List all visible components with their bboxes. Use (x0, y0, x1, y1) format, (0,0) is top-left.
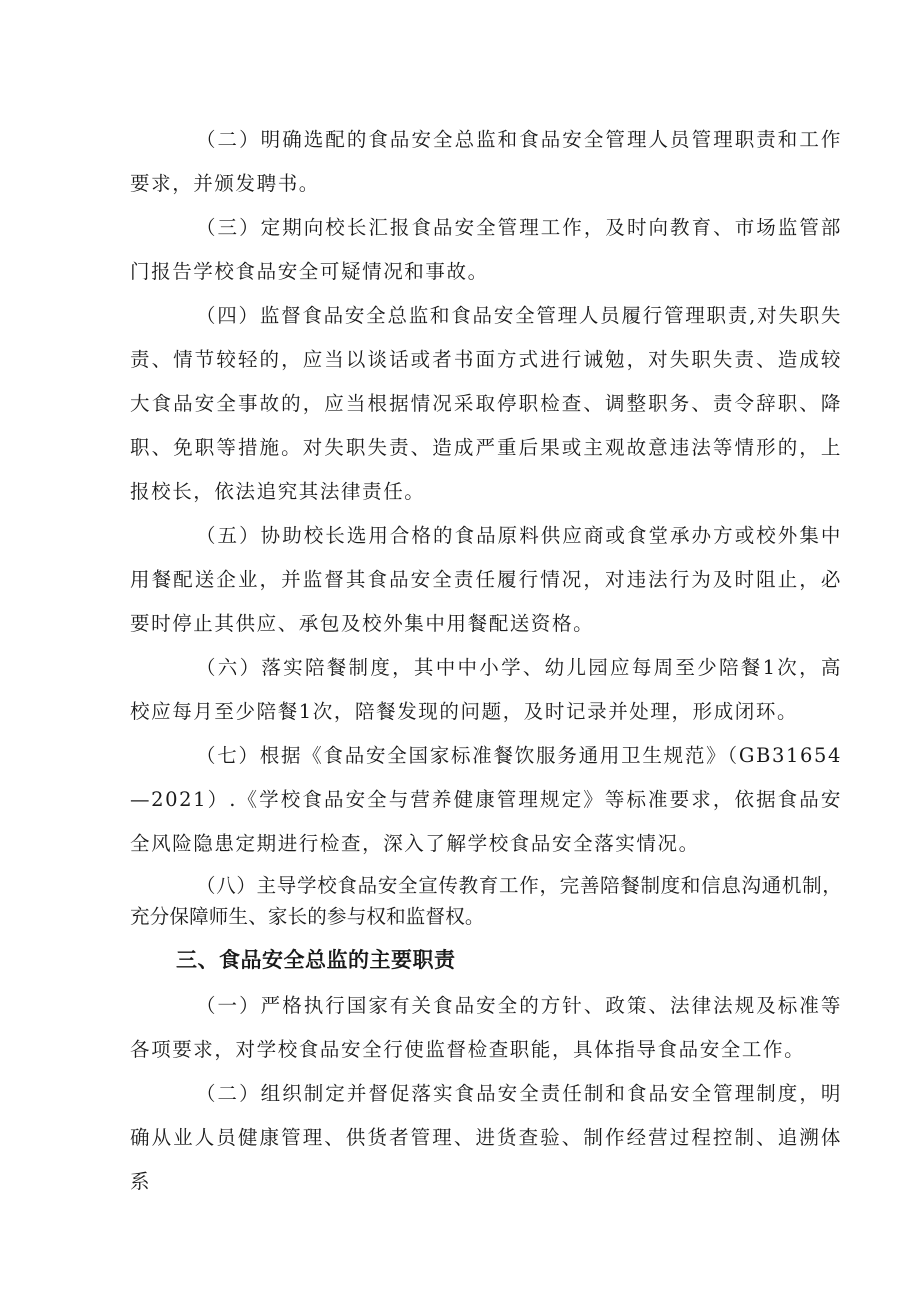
paragraph-7: （七）根据《食品安全国家标准餐饮服务通用卫生规范》（GB31654—2021）.《学校食品安全与营养健康管理规定》等标准要求，依据食品安全风险隐患定期进行检查，深入了解学校食品安全落实情况。 (130, 744, 842, 855)
paragraph-2: （二）明确选配的食品安全总监和食品安全管理人员管理职责和工作要求，并颁发聘书。 (130, 128, 842, 195)
section3-paragraph-2: （二）组织制定并督促落实食品安全责任制和食品安全管理制度，明确从业人员健康管理、供货者管理、进货查验、制作经营过程控制、追溯体系 (130, 1082, 842, 1193)
paragraph-4: （四）监督食品安全总监和食品安全管理人员履行管理职责,对失职失责、情节较轻的，应当以谈话或者书面方式进行诫勉，对失职失责、造成较大食品安全事故的，应当根据情况采取停职检查、调整职务、责令辞职、降职、免职等措施。对失职失责、造成严重后果或主观故意违法等情形的，上报校长，依法追究其法律责任。 (130, 304, 842, 503)
paragraph-5: （五）协助校长选用合格的食品原料供应商或食堂承办方或校外集中用餐配送企业，并监督其食品安全责任履行情况，对违法行为及时阻止，必要时停止其供应、承包及校外集中用餐配送资格。 (130, 524, 842, 635)
section3-paragraph-1: （一）严格执行国家有关食品安全的方针、政策、法律法规及标准等各项要求，对学校食品安全行使监督检查职能，具体指导食品安全工作。 (130, 994, 842, 1061)
paragraph-6: （六）落实陪餐制度，其中中小学、幼儿园应每周至少陪餐1次，高校应每月至少陪餐1次，陪餐发现的问题，及时记录并处理，形成闭环。 (130, 656, 842, 723)
section-heading-3: 三、食品安全总监的主要职责 (176, 948, 456, 972)
paragraph-8: （八）主导学校食品安全宣传教育工作，完善陪餐制度和信息沟通机制，充分保障师生、家长的参与权和监督权。 (130, 874, 842, 928)
document-page (130, 118, 842, 1204)
paragraph-3: （三）定期向校长汇报食品安全管理工作，及时向教育、市场监管部门报告学校食品安全可疑情况和事故。 (130, 216, 842, 283)
